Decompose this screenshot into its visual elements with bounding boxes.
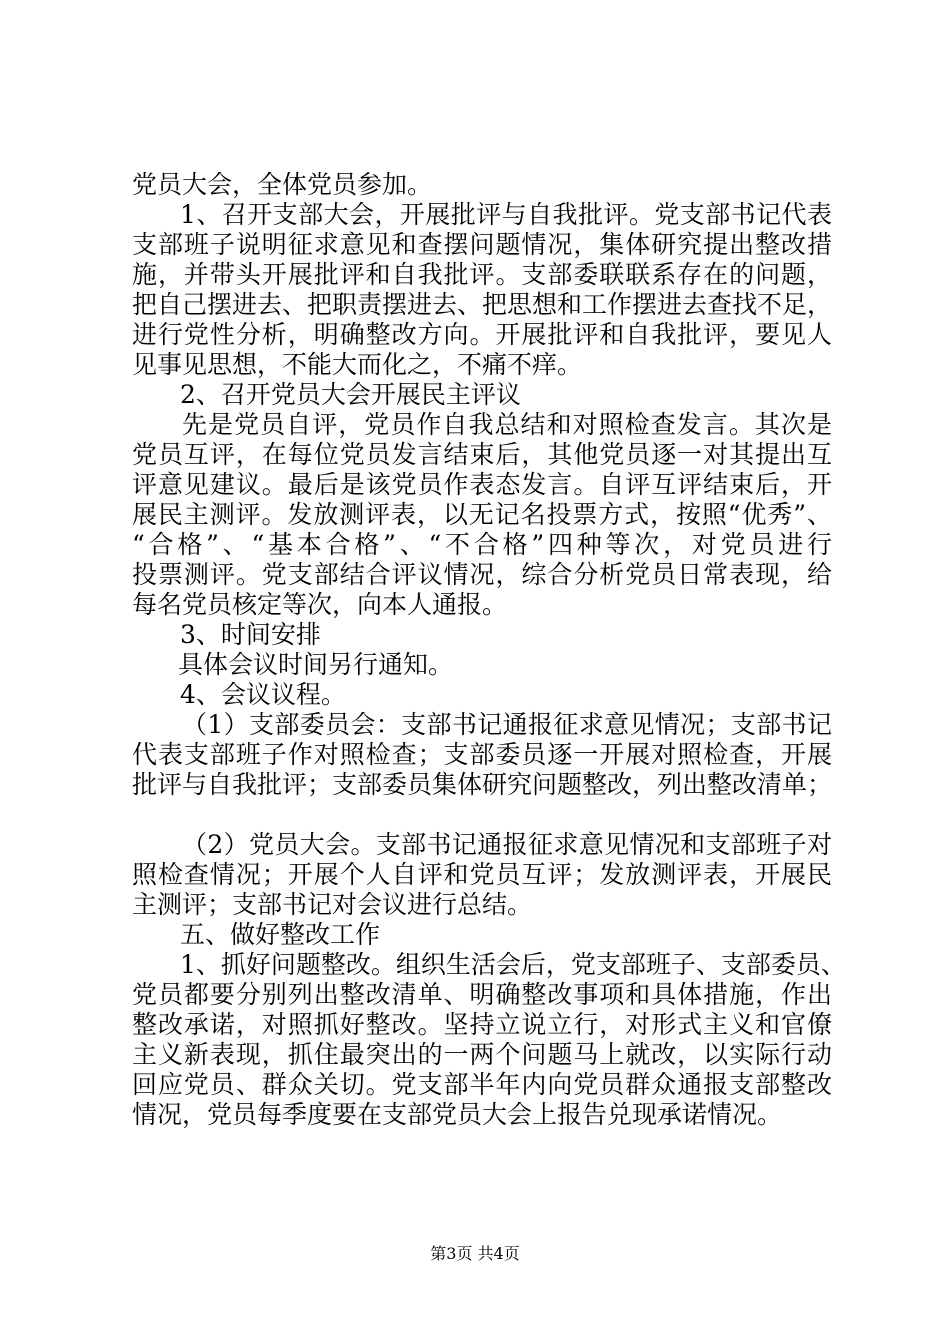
text-line: 评意见建议。最后是该党员作表态发言。自评互评结束后，开 (132, 470, 832, 499)
text-line: （2）党员大会。支部书记通报征求意见情况和支部班子对 (182, 830, 832, 859)
text-line: 见事见思想，不能大而化之，不痛不痒。 (132, 350, 583, 379)
text-line: 进行党性分析，明确整改方向。开展批评和自我批评，要见人 (132, 320, 832, 349)
text-line: 先是党员自评，党员作自我总结和对照检查发言。其次是 (182, 410, 832, 439)
text-line: 具体会议时间另行通知。 (178, 650, 454, 679)
text-line: 施，并带头开展批评和自我批评。支部委联联系存在的问题， (132, 260, 832, 289)
text-line: 3、时间安排 (180, 620, 321, 649)
text-line: 主测评；支部书记对会议进行总结。 (132, 890, 533, 919)
text-line: 1、召开支部大会，开展批评与自我批评。党支部书记代表 (180, 200, 832, 229)
page-footer (0, 1244, 950, 1264)
blank-line (132, 800, 832, 830)
text-line: 1、抓好问题整改。组织生活会后，党支部班子、支部委员、 (180, 950, 846, 979)
text-line: 代表支部班子作对照检查；支部委员逐一开展对照检查，开展 (132, 740, 832, 769)
text-line: 投票测评。党支部结合评议情况，综合分析党员日常表现，给 (132, 560, 832, 589)
text-line: （1）支部委员会：支部书记通报征求意见情况；支部书记 (182, 710, 832, 739)
text-line: 整改承诺，对照抓好整改。坚持立说立行，对形式主义和官僚 (132, 1010, 832, 1039)
text-line: 回应党员、群众关切。党支部半年内向党员群众通报支部整改 (132, 1070, 832, 1099)
text-line: 把自己摆进去、把职责摆进去、把思想和工作摆进去查找不足， (132, 290, 833, 319)
text-line: 照检查情况；开展个人自评和党员互评；发放测评表，开展民 (132, 860, 832, 889)
text-line: 批评与自我批评；支部委员集体研究问题整改，列出整改清单； (132, 770, 833, 799)
text-line: 每名党员核定等次，向本人通报。 (132, 590, 508, 619)
text-line: 4、会议议程。 (180, 680, 346, 709)
text-line: 情况，党员每季度要在支部党员大会上报告兑现承诺情况。 (132, 1100, 783, 1129)
text-line: 2、召开党员大会开展民主评议 (180, 380, 521, 409)
text-line: 主义新表现，抓住最突出的一两个问题马上就改，以实际行动 (132, 1040, 832, 1069)
section-heading: 五、做好整改工作 (180, 920, 381, 949)
text-line: “合格”、“基本合格”、“不合格”四种等次，对党员进行 (132, 530, 832, 559)
text-line: 党员大会，全体党员参加。 (132, 170, 433, 199)
text-line: 党员互评，在每位党员发言结束后，其他党员逐一对其提出互 (132, 440, 832, 469)
text-line: 支部班子说明征求意见和查摆问题情况，集体研究提出整改措 (132, 230, 832, 259)
text-line: 展民主测评。发放测评表，以无记名投票方式，按照“优秀”、 (132, 500, 832, 529)
text-line: 党员都要分别列出整改清单、明确整改事项和具体措施，作出 (132, 980, 832, 1009)
page-number: 第3页 共4页 (430, 1244, 520, 1263)
document-body (132, 170, 846, 1130)
